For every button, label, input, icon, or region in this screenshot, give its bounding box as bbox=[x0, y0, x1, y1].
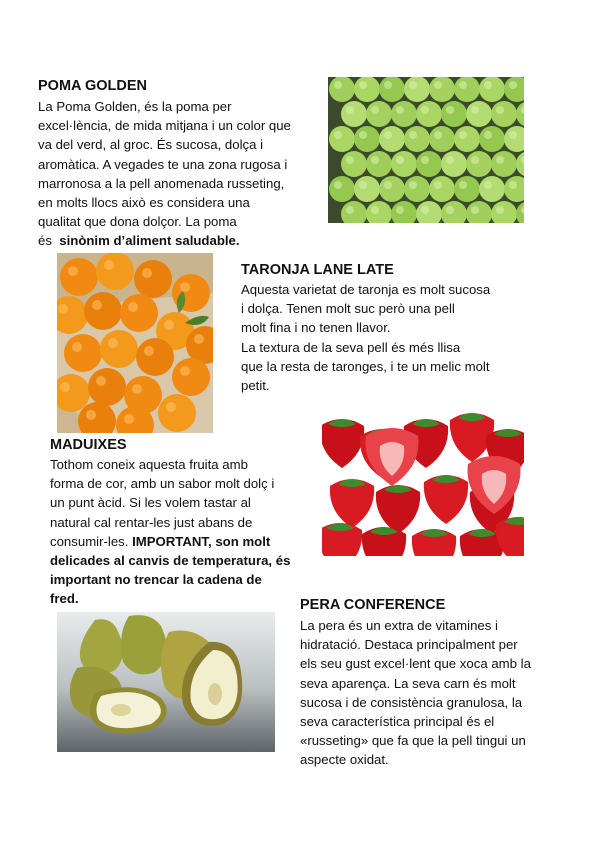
taronja-line: i dolça. Tenen molt suc però una pell bbox=[241, 301, 455, 317]
taronja-title: TARONJA LANE LATE bbox=[241, 262, 394, 278]
poma-line: La Poma Golden, és la poma per bbox=[38, 99, 232, 114]
poma-text bbox=[38, 97, 328, 251]
maduixes-important: IMPORTANT, son molt bbox=[132, 533, 271, 549]
section-taronja-lane-late bbox=[241, 261, 541, 395]
section-pera-conference bbox=[300, 596, 570, 770]
taronja-line: molt fina i no tenen llavor. bbox=[241, 320, 391, 336]
maduixes-line: natural cal rentar-les just abans de bbox=[50, 514, 253, 530]
poma-line: excel·lència, de mida mitjana i un color que bbox=[38, 118, 291, 134]
taronja-line: Aquesta varietat de taronja es molt sucosa bbox=[241, 282, 491, 297]
maduixes-line: Tothom coneix aquesta fruita amb bbox=[50, 457, 248, 472]
pera-line: sucosa i de consistència granulosa, la bbox=[300, 694, 523, 710]
taronja-line: petit. bbox=[241, 378, 270, 394]
pera-line: «russeting» que fa que la pell tingui un bbox=[300, 733, 526, 749]
pera-line: seva aparença. La seva carn és molt bbox=[300, 675, 516, 691]
pera-title: PERA CONFERENCE bbox=[300, 597, 446, 613]
poma-line: va del verd, al groc. És sucosa, dolça i bbox=[38, 137, 264, 153]
poma-line: qualitat que dona dolçor. La poma bbox=[38, 214, 237, 230]
pera-line: seva característica principal és el bbox=[300, 714, 495, 730]
pera-line: aspecte oxidat. bbox=[300, 752, 389, 768]
oranges-photo bbox=[57, 253, 213, 433]
maduixes-title: MADUIXES bbox=[50, 437, 127, 453]
poma-line: aromàtica. A vegades te una zona rugosa i bbox=[38, 156, 288, 172]
section-maduixes bbox=[50, 436, 330, 609]
maduixes-bold-line: important no trencar la cadena de bbox=[50, 572, 262, 588]
maduixes-bold-line: delicades al canvis de temperatura, és bbox=[50, 553, 291, 569]
section-poma-golden bbox=[38, 77, 328, 251]
taronja-line: La textura de la seva pell és més llisa bbox=[241, 339, 461, 355]
apples-photo bbox=[328, 77, 524, 223]
maduixes-line: un punt àcid. Si les volem tastar al bbox=[50, 495, 251, 511]
pera-line: els seu gust excel·lent que xoca amb la bbox=[300, 656, 531, 672]
maduixes-text bbox=[50, 455, 330, 609]
strawberries-photo bbox=[322, 408, 524, 556]
pears-photo bbox=[57, 612, 275, 752]
poma-line: marronosa a la pell anomenada russeting, bbox=[38, 175, 285, 191]
taronja-text bbox=[241, 280, 541, 395]
poma-line: en molts llocs això es considera una bbox=[38, 195, 250, 211]
maduixes-line: forma de cor, amb un sabor molt dolç i bbox=[50, 476, 275, 492]
poma-highlight: sinònim d’aliment saludable. bbox=[59, 233, 240, 249]
poma-title: POMA GOLDEN bbox=[38, 78, 148, 94]
pera-line: La pera és un extra de vitamines i bbox=[300, 618, 498, 633]
pera-line: hidratació. Destaca principalment per bbox=[300, 637, 518, 653]
pera-text bbox=[300, 616, 570, 770]
maduixes-line: consumir-les. bbox=[50, 533, 133, 549]
maduixes-bold-line: fred. bbox=[50, 591, 79, 607]
taronja-line: que la resta de taronges, i te un melic molt bbox=[241, 358, 490, 374]
poma-line: és bbox=[38, 233, 60, 249]
